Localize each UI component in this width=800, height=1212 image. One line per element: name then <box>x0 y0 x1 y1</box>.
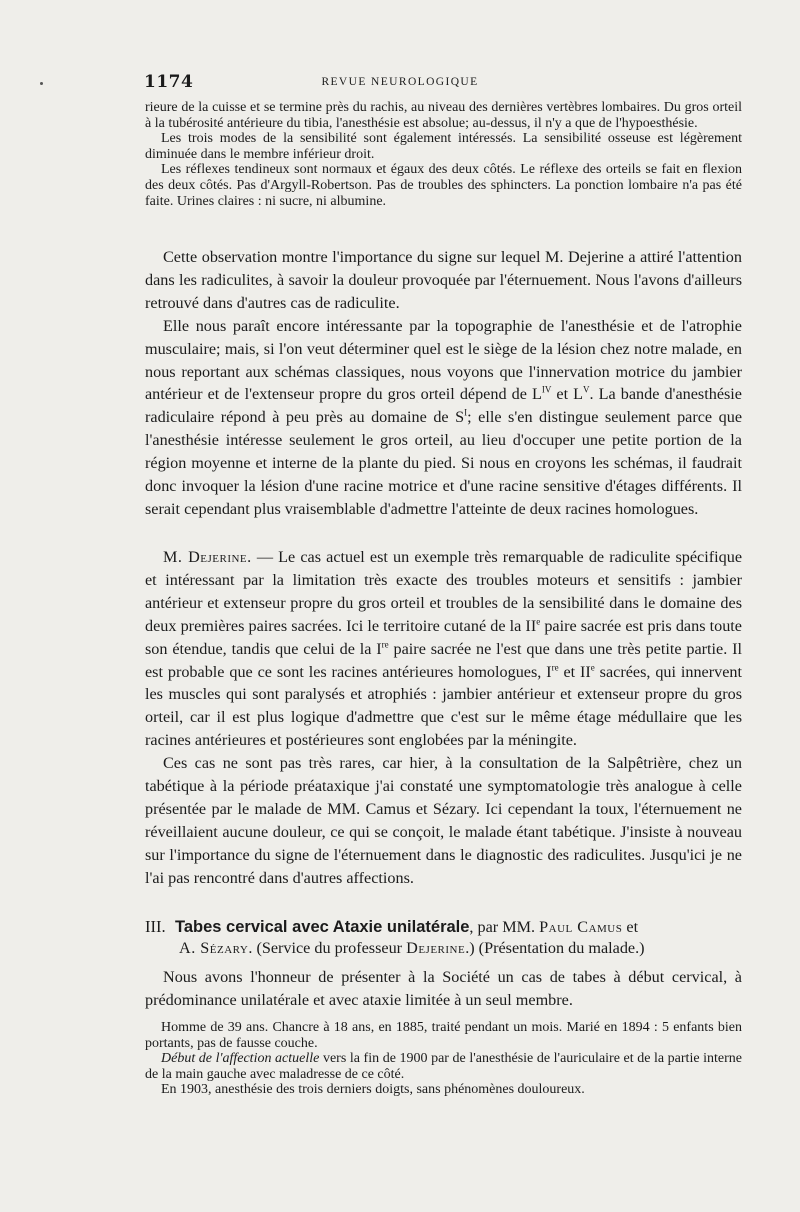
running-title: REVUE NEUROLOGIQUE <box>321 76 479 88</box>
note-paragraph: En 1903, anesthésie des trois derniers doigts, sans phénomènes douloureux. <box>161 1082 585 1098</box>
body-paragraph: M. Dejerine. — Le cas actuel est un exemple très remarquable de radiculite spécifique et intéressant par la limitation très exacte des troubles moteurs et sensitifs : jambier antérieur et extenseur propre du gros orteil et troubles de la sensibilité dans le domaine des deux premières paires sacrées. Ici le territoire cutané de la IIe paire sacrée est pris dans toute son étendue, tandis que celui de la Ire paire sacrée ne l'est que dans une très petite partie. Il est probable que ce sont les racines antérieures homologues, Ire et IIe sacrées, qui innervent les muscles qui sont paralysés et atrophiés : jambier antérieur et extenseur propre du gros orteil, car il est plus logique d'admettre que c'est sur le même étage médullaire que les racines antérieures et postérieures sont englobées par la méningite. <box>145 548 743 750</box>
section-intro <box>145 966 742 1012</box>
note-paragraph: Les trois modes de la sensibilité sont également intéressés. La sensibilité osseuse est légèrement diminuée dans le membre inférieur droit. <box>145 131 742 162</box>
speaker-name: M. Dejerine. <box>163 548 252 566</box>
body-paragraph: Ces cas ne sont pas très rares, car hier, à la consultation de la Salpêtrière, chez un tabétique à la période préataxique j'ai constaté une symptomatologie très analogue à celle présentée par le malade de MM. Camus et Sézary. Ici cependant la toux, l'éternuement ne réveillaient aucune douleur, ce qui se conçoit, le malade étant tabétique. J'insiste à nouveau sur l'importance du signe de l'éternuement dans le diagnostic des radiculites. Jusqu'ici je ne l'ai pas rencontré dans d'autres affections. <box>145 754 742 887</box>
case-notes-top <box>145 100 742 209</box>
note-paragraph: Les réflexes tendineux sont normaux et égaux des deux côtés. Le réflexe des orteils se fait en flexion des deux côtés. Pas d'Argyll-Robertson. Pas de troubles des sphincters. La ponction lombaire n'a pas été faite. Urines claires : ni sucre, ni albumine. <box>145 162 742 209</box>
body-paragraph: Nous avons l'honneur de présenter à la Société un cas de tabes à début cervical, à prédominance unilatérale et avec ataxie limitée à un seul membre. <box>145 968 742 1009</box>
section-heading: III. Tabes cervical avec Ataxie unilatérale, par MM. Paul Camus et A. Sézary. (Service du professeur Dejerine.) (Présentation du malade.) <box>145 917 645 957</box>
discussion-block <box>145 246 742 521</box>
body-paragraph: Elle nous paraît encore intéressante par la topographie de l'anesthésie et de l'atrophie musculaire; mais, si l'on veut déterminer quel est le siège de la lésion chez notre malade, en nous reportant aux schémas classiques, nous voyons que l'innervation motrice du jambier antérieur et de l'extenseur propre du gros orteil dépend de $L^{IV}$ et $L^V$. La bande d'anesthésie radiculaire répond à peu près au domaine de $S^I$; elle s'en distingue seulement parce que l'anesthésie intéresse seulement le gros orteil, au lieu d'occuper une petite portion de la région moyenne et interne de la plante du pied. Si nous en croyons les schémas, il faudrait donc invoquer la lésion d'une racine motrice et d'une racine sensitive d'étages différents. Il serait cependant plus vraisemblable d'admettre l'atteinte de deux racines homologues. <box>145 316 743 518</box>
dejerine-remarks <box>145 546 742 890</box>
section-numeral: III. <box>145 917 166 936</box>
case-notes-bottom <box>145 1020 742 1098</box>
note-paragraph: Début de l'affection actuelle vers la fin de 1900 par de l'anesthésie de l'auriculaire et de la partie interne de la main gauche avec maladresse de ce côté. <box>145 1051 742 1082</box>
note-paragraph: Homme de 39 ans. Chancre à 18 ans, en 1885, traité pendant un mois. Marié en 1894 : 5 enfants bien portants, pas de fausse couche. <box>145 1020 742 1051</box>
body-paragraph: Cette observation montre l'importance du signe sur lequel M. Dejerine a attiré l'attention dans les radiculites, à savoir la douleur provoquée par l'éternuement. Nous l'avons d'ailleurs retrouvé dans d'autres cas de radiculite. <box>145 248 742 312</box>
page-number: 1174 <box>144 72 194 92</box>
section-title: Tabes cervical avec Ataxie unilatérale <box>175 918 470 936</box>
note-paragraph: rieure de la cuisse et se termine près du rachis, au niveau des dernières vertèbres lombaires. Du gros orteil à la tubérosité antérieure du tibia, l'anesthésie est absolue; au-dessus, il n'y a que de l'hypoesthésie. <box>145 100 742 131</box>
